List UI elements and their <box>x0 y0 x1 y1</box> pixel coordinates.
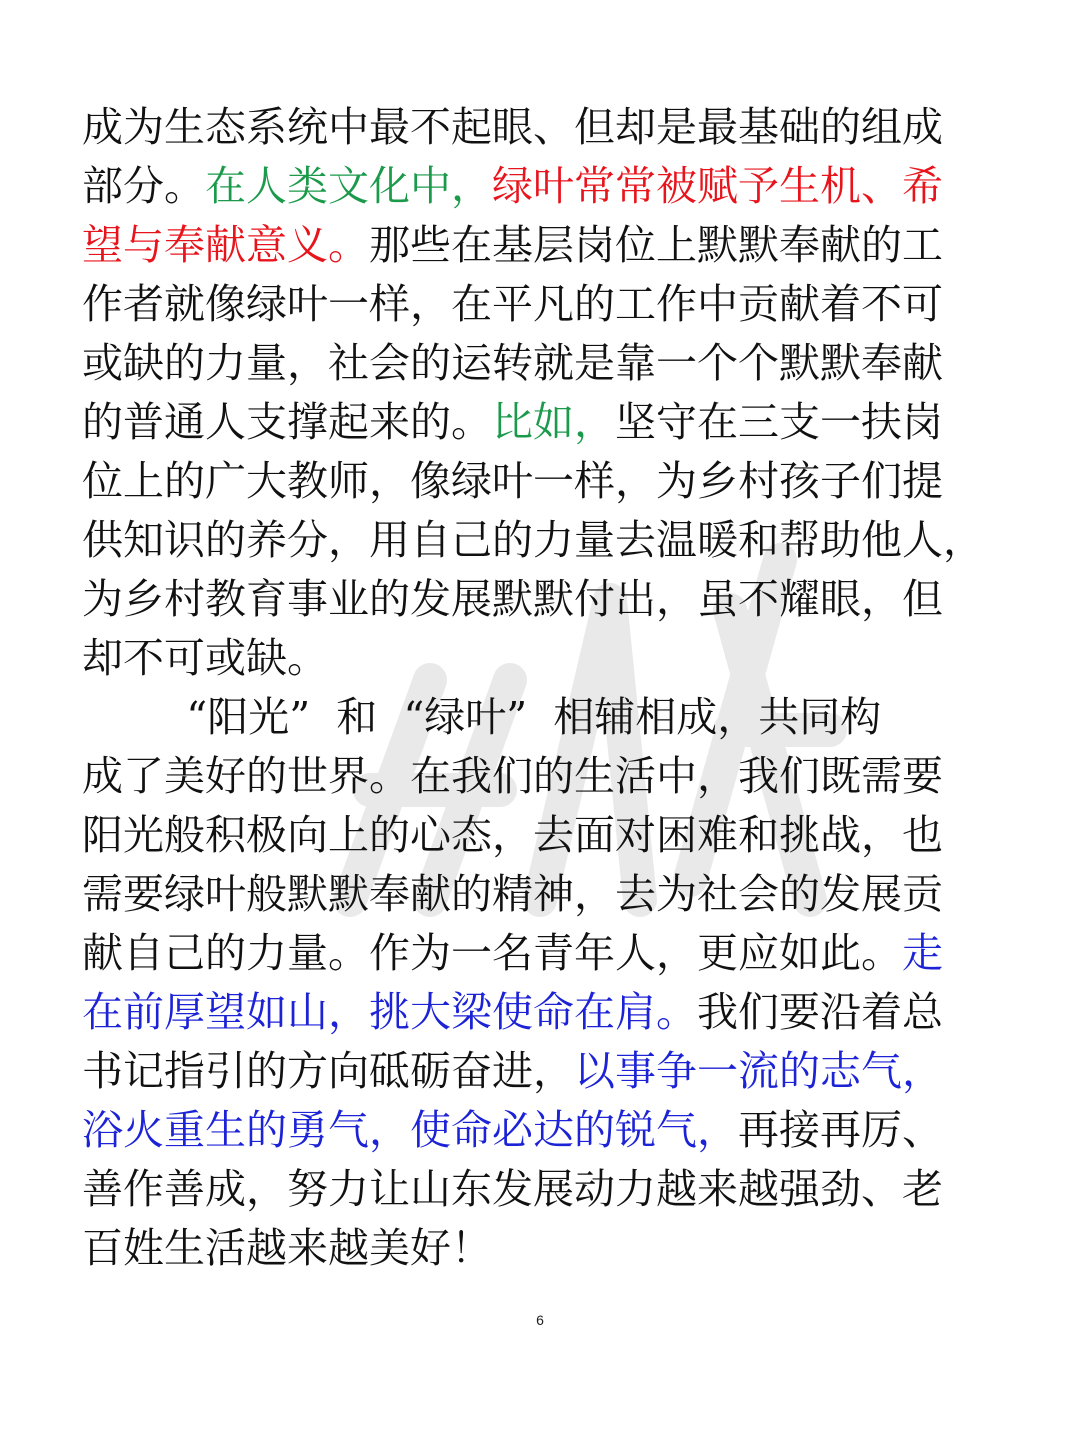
text-segment: 走 <box>902 929 943 977</box>
text-segment: 再接再厉、 <box>738 1106 943 1154</box>
text-segment: 阳光般积极向上的心态，去面对困难和挑战，也 <box>82 811 943 859</box>
text-segment: 部分。 <box>82 162 205 210</box>
text-line <box>82 924 1002 983</box>
text-segment: 供知识的养分，用自己的力量去温暖和帮助他人， <box>82 516 984 564</box>
text-segment: 却不可或缺。 <box>82 634 328 682</box>
text-line <box>82 806 1002 865</box>
text-line <box>82 747 1002 806</box>
text-segment: 百姓生活越来越美好！ <box>82 1224 492 1272</box>
text-segment: 善作善成，努力让山东发展动力越来越强劲、老 <box>82 1165 943 1213</box>
body-paragraphs <box>82 98 1002 1278</box>
text-segment: 位上的广大教师，像绿叶一样，为乡村孩子们提 <box>82 457 943 505</box>
text-segment: 的普通人支撑起来的。 <box>82 398 492 446</box>
text-segment: 比如， <box>492 398 615 446</box>
text-segment: 在人类文化中， <box>205 162 492 210</box>
text-segment: 为乡村教育事业的发展默默付出，虽不耀眼，但 <box>82 575 943 623</box>
text-segment: 作者就像绿叶一样，在平凡的工作中贡献着不可 <box>82 280 943 328</box>
text-line <box>82 1219 1002 1278</box>
text-segment: 绿叶常常被赋予生机、希 <box>492 162 943 210</box>
text-line <box>82 1101 1002 1160</box>
text-line <box>82 157 1002 216</box>
text-line <box>82 511 1002 570</box>
text-line <box>82 983 1002 1042</box>
text-line <box>82 1160 1002 1219</box>
text-segment: “阳光” 和 “绿叶” 相辅相成，共同构 <box>82 693 882 741</box>
text-line <box>82 629 1002 688</box>
text-line <box>82 688 1002 747</box>
text-line <box>82 570 1002 629</box>
page-number: 6 <box>536 1312 544 1328</box>
text-line <box>82 452 1002 511</box>
text-segment: 望与奉献意义。 <box>82 221 369 269</box>
text-segment: 或缺的力量，社会的运转就是靠一个个默默奉献 <box>82 339 943 387</box>
text-segment: 成为生态系统中最不起眼、但却是最基础的组成 <box>82 103 943 151</box>
text-segment: 浴火重生的勇气，使命必达的锐气， <box>82 1106 738 1154</box>
text-line <box>82 393 1002 452</box>
text-line <box>82 216 1002 275</box>
text-line <box>82 334 1002 393</box>
text-line <box>82 98 1002 157</box>
text-segment: 成了美好的世界。在我们的生活中，我们既需要 <box>82 752 943 800</box>
text-segment: 那些在基层岗位上默默奉献的工 <box>369 221 943 269</box>
text-segment: 献自己的力量。作为一名青年人，更应如此。 <box>82 929 902 977</box>
text-line <box>82 1042 1002 1101</box>
text-segment: 以事争一流的志气， <box>574 1047 943 1095</box>
text-segment: 我们要沿着总 <box>697 988 943 1036</box>
text-segment: 坚守在三支一扶岗 <box>615 398 943 446</box>
text-line <box>82 275 1002 334</box>
text-segment: 在前厚望如山，挑大梁使命在肩。 <box>82 988 697 1036</box>
text-segment: 书记指引的方向砥砺奋进， <box>82 1047 574 1095</box>
text-segment: 需要绿叶般默默奉献的精神，去为社会的发展贡 <box>82 870 943 918</box>
text-line <box>82 865 1002 924</box>
